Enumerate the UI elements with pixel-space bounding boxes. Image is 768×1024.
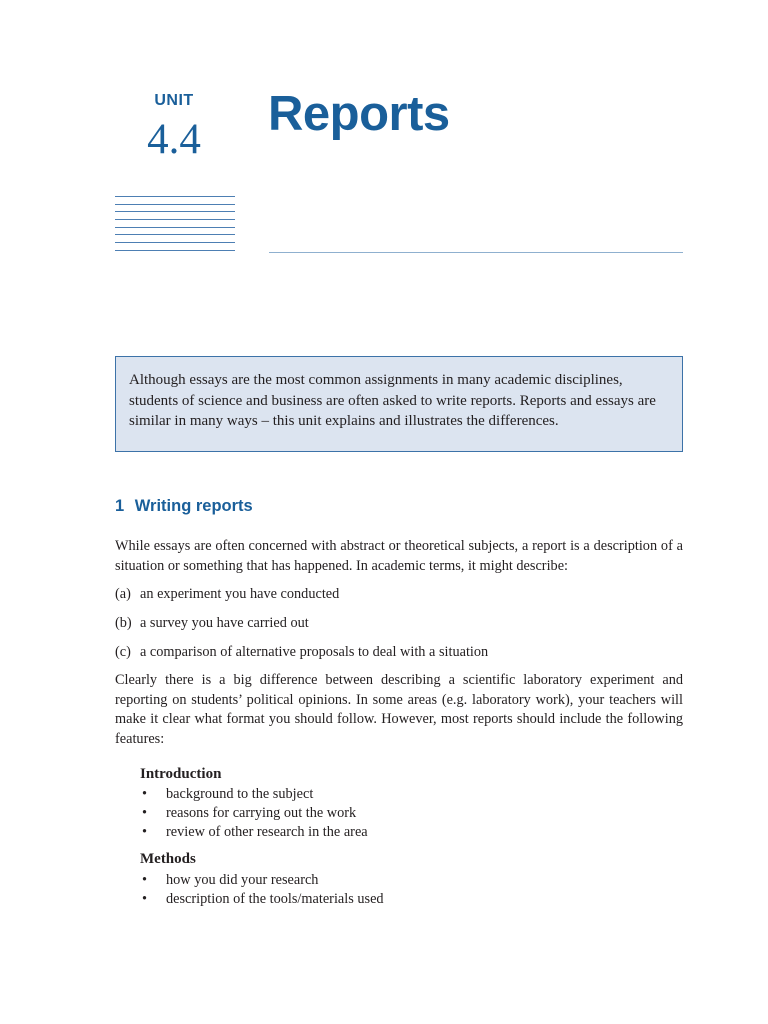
bullet-icon: • xyxy=(142,824,148,840)
paragraph-1: While essays are often concerned with abstract or theoretical subjects, a report is a description of a situation or something that has happened. In academic terms, it might describe: xyxy=(115,538,683,574)
unit-decorative-lines xyxy=(115,196,235,258)
title-rule xyxy=(269,252,683,253)
feature-heading-introduction: Introduction xyxy=(140,766,222,782)
decorative-line xyxy=(115,234,235,235)
list-item-c xyxy=(115,643,683,662)
list-marker: (a) xyxy=(115,586,131,602)
decorative-line xyxy=(115,242,235,243)
list-item xyxy=(140,823,368,842)
list-text: a survey you have carried out xyxy=(140,615,309,631)
unit-label: UNIT xyxy=(154,92,194,109)
bullet-icon: • xyxy=(142,872,148,888)
list-item xyxy=(140,871,384,890)
list-text: an experiment you have conducted xyxy=(140,586,340,602)
list-marker: (c) xyxy=(115,644,131,660)
bullet-icon: • xyxy=(142,891,148,907)
unit-number: 4.4 xyxy=(147,116,201,163)
intro-box: Although essays are the most common assignments in many academic disciplines, students of science and business are often asked to write reports. Reports and essays are similar in many ways – this unit explains and illustrates the differences. xyxy=(115,356,683,452)
list-item xyxy=(140,890,384,909)
list-text: a comparison of alternative proposals to deal with a situation xyxy=(140,644,489,660)
decorative-line xyxy=(115,196,235,197)
section-title: Writing reports xyxy=(134,497,253,515)
decorative-line xyxy=(115,211,235,212)
feature-heading-methods: Methods xyxy=(140,851,196,867)
decorative-line xyxy=(115,250,235,251)
decorative-line xyxy=(115,227,235,228)
list-item xyxy=(140,804,368,823)
introduction-bullets xyxy=(140,785,368,842)
bullet-icon: • xyxy=(142,786,148,802)
decorative-line xyxy=(115,219,235,220)
bullet-icon: • xyxy=(142,805,148,821)
bullet-text: description of the tools/materials used xyxy=(166,891,384,907)
section-number: 1 xyxy=(115,497,125,515)
list-item-a xyxy=(115,585,683,604)
bullet-text: review of other research in the area xyxy=(166,824,368,840)
section-heading xyxy=(115,497,253,516)
decorative-line xyxy=(115,204,235,205)
list-item xyxy=(140,785,368,804)
chapter-title: Reports xyxy=(268,87,450,141)
methods-bullets xyxy=(140,871,384,909)
bullet-text: reasons for carrying out the work xyxy=(166,805,357,821)
list-marker: (b) xyxy=(115,615,132,631)
bullet-text: how you did your research xyxy=(166,872,319,888)
list-item-b xyxy=(115,614,683,633)
bullet-text: background to the subject xyxy=(166,786,314,802)
paragraph-2: Clearly there is a big difference between describing a scientific laboratory experiment and reporting on students’ political opinions. In some areas (e.g. laboratory work), your teachers will make it clear what format you should follow. However, most reports should include the following features: xyxy=(115,672,683,747)
